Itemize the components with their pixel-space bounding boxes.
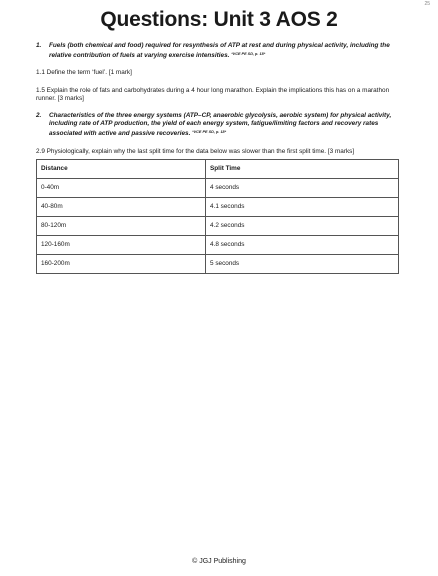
split-time-cell: 5 seconds bbox=[206, 254, 399, 273]
table-row bbox=[37, 178, 399, 197]
table-header-row bbox=[37, 159, 399, 178]
split-time-cell: 4.8 seconds bbox=[206, 235, 399, 254]
dot-point-2 bbox=[36, 112, 402, 139]
table-row bbox=[37, 254, 399, 273]
question-2-9: 2.9 Physiologically, explain why the last split time for the data below was slower than the first split time. [3 marks] bbox=[36, 147, 355, 155]
dot-point-2-text: Characteristics of the three energy systems (ATP–CP, anaerobic glycolysis, aerobic system) for physical activity, including rate of ATP production, the yield of each energy system, fatigue/limiting factors and recovery rates associated with active and passive recoveries. bbox=[49, 112, 392, 138]
page-corner-number: 25 bbox=[424, 1, 430, 7]
question-1-1: 1.1 Define the term ‘fuel’. [1 mark] bbox=[36, 69, 132, 77]
table-row bbox=[37, 197, 399, 216]
distance-cell: 160-200m bbox=[37, 254, 206, 273]
distance-cell: 40-80m bbox=[37, 197, 206, 216]
split-time-cell: 4 seconds bbox=[206, 178, 399, 197]
distance-cell: 120-160m bbox=[37, 235, 206, 254]
question-1-5: 1.5 Explain the role of fats and carbohydrates during a 4 hour long marathon. Explain the implications this has on a marathon runner. [3 marks] bbox=[36, 86, 390, 102]
footer-copyright: © JGJ Publishing bbox=[192, 558, 246, 565]
split-time-cell: 4.2 seconds bbox=[206, 216, 399, 235]
header-distance: Distance bbox=[37, 159, 206, 178]
dot-point-1-number: 1. bbox=[36, 42, 42, 49]
dot-point-2-citation: *VCE PE SD, p. 18* bbox=[192, 130, 227, 135]
dot-point-1 bbox=[36, 42, 402, 60]
split-time-cell: 4.1 seconds bbox=[206, 197, 399, 216]
distance-cell: 0-40m bbox=[37, 178, 206, 197]
dot-point-2-number: 2. bbox=[36, 112, 42, 120]
table-row bbox=[37, 216, 399, 235]
header-split-time: Split Time bbox=[206, 159, 399, 178]
page-title: Questions: Unit 3 AOS 2 bbox=[100, 8, 338, 31]
distance-cell: 80-120m bbox=[37, 216, 206, 235]
dot-point-1-text: Fuels (both chemical and food) required for resynthesis of ATP at rest and during physical activity, including the relative contribution of fuels at varying exercise intensities. bbox=[49, 42, 390, 60]
dot-point-1-citation: *VCE PE SD, p. 18* bbox=[231, 52, 266, 57]
split-time-table bbox=[36, 159, 399, 274]
question-content bbox=[36, 42, 402, 274]
table-row bbox=[37, 235, 399, 254]
